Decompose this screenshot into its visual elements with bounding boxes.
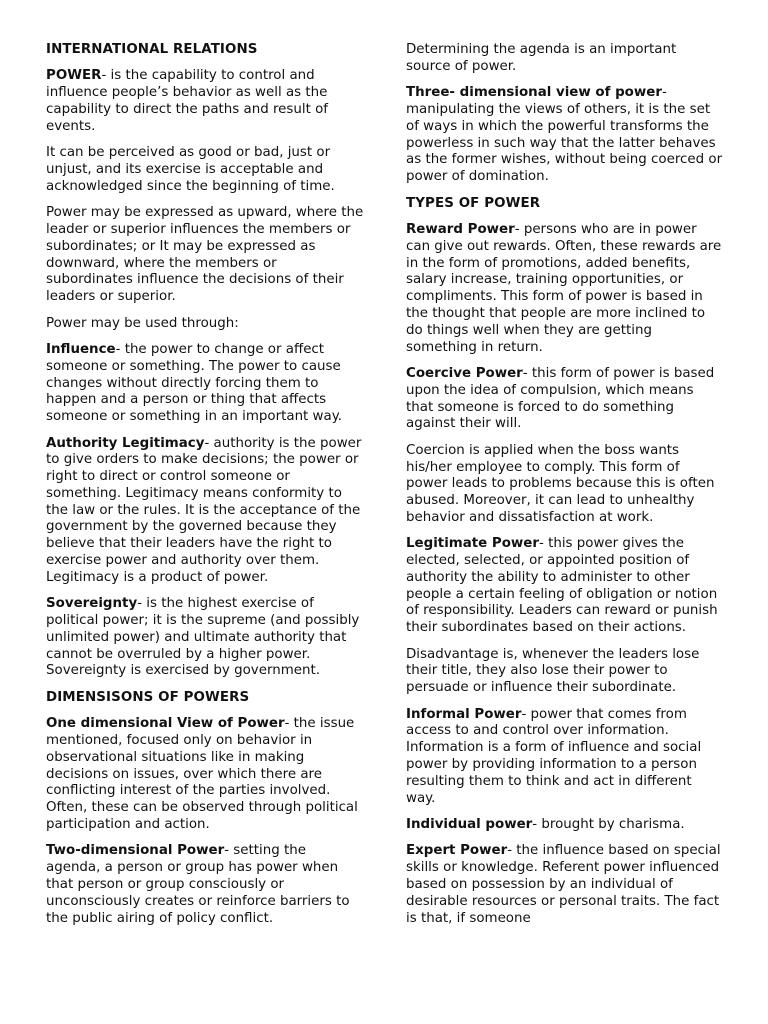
- paragraph-authority-legitimacy: [46, 436, 364, 587]
- paragraph-one-dimensional: [46, 716, 364, 834]
- definition-coercive-power: - this form of power is based upon the idea of compulsion, which means that someone is forced to do something against their will.: [406, 365, 715, 432]
- paragraph-three-dimensional: [406, 85, 724, 186]
- paragraph-sovereignty: [46, 596, 364, 680]
- definition-power: - is the capability to control and influence people’s behavior as well as the capability to direct the paths and result of events.: [46, 68, 329, 134]
- term-legitimate-power: Legitimate Power: [406, 536, 539, 552]
- paragraph-individual-power: [406, 817, 724, 834]
- term-coercive-power: Coercive Power: [406, 365, 523, 381]
- term-authority-legitimacy: Authority Legitimacy: [46, 435, 205, 451]
- paragraph-coercive-power: [406, 366, 724, 433]
- paragraph-legitimate-power: [406, 536, 724, 637]
- definition-informal-power: - power that comes from access to and control over information. Information is a form of influence and social power by providing information to a person resulting them to think and act in different way.: [406, 706, 702, 806]
- term-influence: Influence: [46, 341, 116, 357]
- paragraph-expert-power: [406, 843, 724, 927]
- definition-one-dimensional: - the issue mentioned, focused only on behavior in observational situations like in making decisions on issues, over which there are conflicting interest of the parties involved. Often, these can be observed through political participation and action.: [46, 716, 358, 833]
- term-two-dimensional: Two-dimensional Power: [46, 843, 225, 859]
- paragraph-influence: [46, 342, 364, 426]
- term-power: POWER: [46, 68, 102, 84]
- document-title: INTERNATIONAL RELATIONS: [46, 42, 258, 57]
- term-three-dimensional: Three- dimensional view of power: [406, 85, 662, 101]
- right-column: [406, 42, 724, 982]
- paragraph-power: [46, 68, 364, 135]
- term-expert-power: Expert Power: [406, 843, 508, 859]
- term-individual-power: Individual power: [406, 817, 533, 833]
- paragraph-informal-power: [406, 707, 724, 808]
- term-reward-power: Reward Power: [406, 221, 515, 237]
- definition-authority-legitimacy: - authority is the power to give orders to make decisions; the power or right to direct or control someone or something. Legitimacy means conformity to the law or the rules. It is the acceptance of the government by the governed because they believe that their leaders have the right to exercise power and authority over them. Legitimacy is a product of power.: [46, 435, 362, 585]
- paragraph-reward-power: [406, 222, 724, 356]
- definition-influence: - the power to change or affect someone or something. The power to cause changes without directly forcing them to happen and a person or thing that affects someone or something in an important way.: [46, 341, 342, 425]
- definition-legitimate-power: - this power gives the elected, selected, or appointed position of authority the ability to administer to other people a certain feeling of obligation or notion of responsibility. Leaders can reward or punish their subordinates based on their actions.: [406, 536, 718, 636]
- paragraph-upward-downward: Power may be expressed as upward, where the leader or superior influences the members or subordinates; or It may be expressed as downward, where the members or subordinates influence the decisions of their leaders or superior.: [46, 205, 364, 305]
- definition-expert-power: - the influence based on special skills or knowledge. Referent power influenced based on possession by an individual of desirable resources or personal traits. The fact is that, if someone: [406, 843, 721, 926]
- paragraph-used-through: Power may be used through:: [46, 315, 239, 331]
- paragraph-coercion: Coercion is applied when the boss wants his/her employee to comply. This form of power leads to problems because this is often abused. Moreover, it can lead to unhealthy behavior and dissatisfaction at work.: [406, 442, 715, 525]
- paragraph-agenda: Determining the agenda is an important source of power.: [406, 42, 677, 74]
- paragraph-disadvantage: Disadvantage is, whenever the leaders lose their title, they also lose their power to persuade or influence their subordinate.: [406, 646, 700, 696]
- definition-sovereignty: - is the highest exercise of political power; it is the supreme (and possibly unlimited power) and ultimate authority that cannot be overruled by a higher power. Sovereignty is exercised by government.: [46, 596, 360, 679]
- definition-reward-power: - persons who are in power can give out rewards. Often, these rewards are in the form of promotions, added benefits, salary increase, training opportunities, or compliments. This form of power is based in the thought that people are more inclined to do things well when they are getting something in return.: [406, 221, 722, 355]
- left-column: [46, 42, 364, 937]
- definition-three-dimensional: - manipulating the views of others, it is the set of ways in which the powerful transforms the powerless in such way that the latter behaves as the former wishes, without being coerced or power of domination.: [406, 85, 723, 185]
- heading-dimensions: DIMENSISONS OF POWERS: [46, 689, 250, 705]
- definition-two-dimensional: - setting the agenda, a person or group has power when that person or group consciously or unconsciously creates or reinforce barriers to the public airing of policy conflict.: [46, 843, 350, 926]
- term-one-dimensional: One dimensional View of Power: [46, 716, 285, 732]
- term-informal-power: Informal Power: [406, 706, 522, 722]
- definition-individual-power: - brought by charisma.: [532, 817, 685, 833]
- heading-types-of-power: TYPES OF POWER: [406, 195, 541, 211]
- term-sovereignty: Sovereignty: [46, 596, 138, 612]
- paragraph-two-dimensional: [46, 843, 364, 927]
- paragraph-good-bad: It can be perceived as good or bad, just or unjust, and its exercise is acceptable and acknowledged since the beginning of time.: [46, 145, 335, 194]
